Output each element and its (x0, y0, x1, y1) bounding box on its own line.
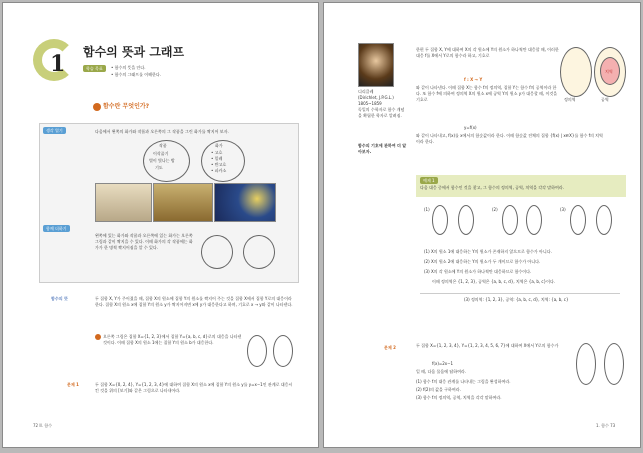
intro-tag: 생각 열기 (43, 127, 66, 134)
objective-2: • 함수의 그래프를 이해한다. (111, 72, 161, 77)
problem-2-item: (1) 함수 f의 대응 관계를 나타내는 그림을 완성하여라. (416, 379, 511, 384)
mapping-oval-right (243, 235, 275, 269)
problem-2-formula: f(x)=2x−1 (432, 361, 454, 366)
chapter-title: 함수의 뜻과 그래프 (83, 45, 185, 59)
problem-2-oval-y (604, 343, 624, 385)
function-def-text-2: 와 같이 나타낸다. 이때 집합 X는 함수 f의 정의역, 집합 Y는 함수 f의 공역이라 한다. 또 함수 f에 의하여 정의역 X의 원소 x에 공역 Y의 원소 y가 대응할 때, 이것을 기호로 (416, 85, 558, 102)
portrait-caption: 독일의 수학자로 함수 개념을 확립한 학자로 알려짐. (358, 107, 405, 118)
mapping-oval-left (201, 235, 233, 269)
range-label: 치역 (605, 69, 613, 74)
solution-line: (1) X의 원소 1에 대응하는 Y의 원소가 존재하지 않으므로 함수가 아니다. (424, 249, 552, 254)
painter-item: • 고흐 (211, 150, 223, 155)
objective-1: • 함수의 뜻을 안다. (111, 65, 146, 70)
think-text: 왼쪽에 있는 화가와 작품과 오른쪽에 있는 화가는 오른쪽 그림과 같이 짝지을 수 있다. 이때 화가의 각 작품에는 화가가 한 명씩 짝지어짐을 알 수 있다. (95, 233, 193, 250)
painting-image-1 (95, 183, 152, 222)
objective-tag: 학습 목표 (83, 65, 106, 72)
painting-image-2 (153, 183, 213, 222)
right-page (323, 2, 641, 448)
section-heading: 함수란 무엇인가? (103, 103, 150, 110)
bullet-icon (93, 103, 101, 111)
function-def-text-3: 와 같이 나타내고, f(x)를 x에서의 함숫값이라 한다. 이때 함숫값 전체의 집합 {f(x) | x∈X}를 함수 f의 치역이라 한다. (416, 133, 603, 144)
problem-1-label: 문제 1 (67, 382, 79, 387)
painters-title: 화가 (215, 143, 223, 148)
domain-oval (560, 47, 592, 97)
painter-item: • 밀레 (211, 156, 223, 161)
problem-2-item: (2) f(2)의 값을 구하여라. (416, 387, 461, 392)
left-page (2, 2, 319, 448)
diagram-2-x (502, 205, 518, 235)
sub-label-3: (3) (560, 207, 566, 212)
definition-label: 함수의 뜻 (51, 296, 68, 301)
work-item: 별이 빛나는 밤 (149, 158, 175, 163)
work-item: 기도 (155, 165, 163, 170)
solution-line: (2) X의 원소 2에 대응하는 Y의 원소가 두 개이므로 함수가 아니다. (424, 259, 541, 264)
formula-y: y=f(x) (464, 125, 477, 130)
portrait-caption: 디리클레 (358, 89, 374, 94)
chapter-number-badge: 1 (33, 39, 75, 81)
painter-item: • 피카소 (211, 168, 227, 173)
definition-text: 두 집합 X, Y가 주어졌을 때, 집합 X의 원소에 집합 Y의 원소를 짝지어 주는 것을 집합 X에서 집합 Y로의 대응이라 한다. 집합 X의 원소 x에 집합 Y의 원소 y가 짝지어지면 x에 y가 대응한다고 하며, 기호로 x → y와 같이 나타낸다. (95, 296, 293, 307)
portrait-caption: 1805~1859 (358, 101, 382, 106)
problem-2-tail: 일 때, 다음 물음에 답하여라. (416, 369, 467, 374)
sub-label-2: (2) (492, 207, 498, 212)
example-oval-x (247, 335, 267, 367)
painters-oval (201, 140, 245, 182)
problem-2-label: 문제 2 (384, 345, 396, 350)
diagram-1-y (458, 205, 474, 235)
intro-text: 다음에서 왼쪽의 화가와 작품과 오른쪽의 그 작품을 그린 화가를 짝지어 보자. (95, 129, 229, 134)
dirichlet-portrait (358, 43, 394, 87)
sub-label-1: (1) (424, 207, 430, 212)
example-oval-y (273, 335, 293, 367)
example-marker-icon (95, 334, 101, 340)
domain-label: 정의역 (564, 97, 576, 102)
diagram-3-x (570, 205, 586, 235)
left-footer: 72 II. 함수 (33, 423, 52, 428)
diagram-1-x (432, 205, 448, 235)
problem-2-oval-x (576, 343, 596, 385)
right-footer: 1. 함수 73 (596, 423, 616, 428)
solution-line: 이때 정의역은 {1, 2, 3}, 공역은 {a, b, c, d}, 치역은 {a, b, c}이다. (432, 279, 556, 284)
function-def-text-1: 한편 두 집합 X, Y에 대하여 X의 각 원소에 Y의 원소가 하나씩만 대응할 때, 이러한 대응 f를 X에서 Y로의 함수라 하고, 기호로 (416, 47, 559, 58)
diagram-2-y (526, 205, 542, 235)
side-note: 함수의 기호에 관하여 더 알아보자. (358, 143, 407, 154)
solution-line: (3) X의 각 원소에 Y의 원소가 하나씩만 대응하므로 함수이다. (424, 269, 532, 274)
example-text: 오른쪽 그림은 집합 X={1, 2, 3}에서 집합 Y={a, b, c, d}로의 대응을 나타낸 것이다. 이때 집합 X의 원소 1에는 집합 Y의 원소 b가 대응한다. (103, 334, 242, 345)
example-tag: 예제 1 (420, 177, 438, 184)
works-title: 작품 (159, 143, 167, 148)
portrait-caption: (Dirichlet, J.P.G.L.) (358, 95, 394, 100)
problem-2-text: 두 집합 X={1, 2, 3, 4}, Y={1, 2, 3, 4, 5, 6, 7}에 대하여 X에서 Y로의 함수가 (416, 343, 559, 348)
answer-text: (3) 정의역: {1, 2, 3}, 공역: {a, b, c, d}, 치역: {a, b, c} (464, 297, 569, 302)
diagram-3-y (596, 205, 612, 235)
example-text: 다음 대응 중에서 함수인 것을 찾고, 그 함수의 정의역, 공역, 치역을 각각 말하여라. (420, 185, 564, 190)
think-tag: 함께 더하기 (43, 225, 70, 232)
problem-1-text: 두 집합 X={0, 2, 4}, Y={1, 2, 3, 4}에 대하여 집합 X의 원소 x에 집합 Y의 원소 y를 y=x−1인 관계로 대응시킨 것을 위의 [보기]와 같은 그림으로 나타내어라. (95, 382, 293, 393)
painter-item: • 반고흐 (211, 162, 227, 167)
painting-image-3 (214, 183, 276, 222)
formula-mapping: f : X → Y (464, 77, 483, 82)
problem-2-item: (3) 함수 f의 정의역, 공역, 치역을 각각 말하여라. (416, 395, 502, 400)
codomain-label: 공역 (601, 97, 609, 102)
work-item: 이삭줍기 (153, 151, 169, 156)
